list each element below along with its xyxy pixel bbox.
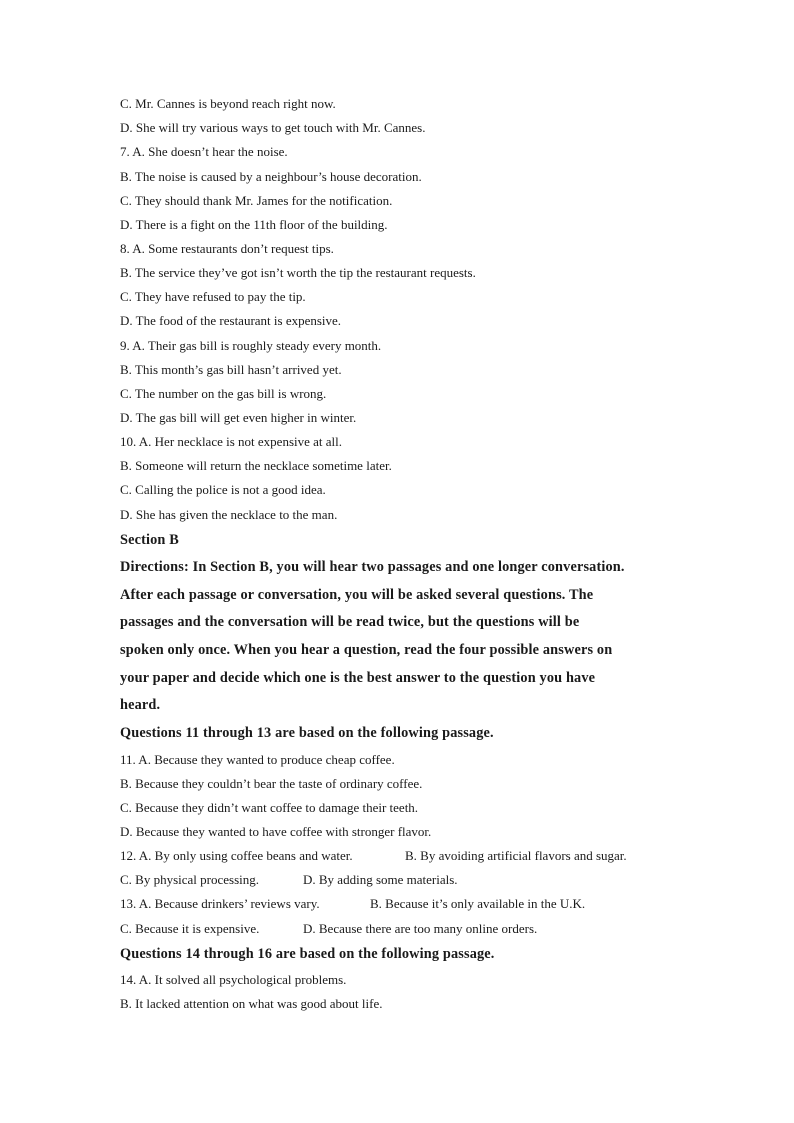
option-7a: 7. A. She doesn’t hear the noise. — [120, 144, 288, 159]
option-12a: 12. A. By only using coffee beans and water. — [120, 848, 353, 863]
option-12d: D. By adding some materials. — [303, 872, 458, 887]
option-13a: 13. A. Because drinkers’ reviews vary. — [120, 896, 320, 911]
directions-line-5: your paper and decide which one is the best answer to the question you have — [120, 670, 596, 686]
questions-11-13-heading: Questions 11 through 13 are based on the following passage. — [120, 725, 494, 741]
option-11a: 11. A. Because they wanted to produce cheap coffee. — [120, 752, 395, 767]
option-13d: D. Because there are too many online orders. — [303, 921, 538, 936]
option-8c: C. They have refused to pay the tip. — [120, 289, 306, 304]
directions-line-1: Directions: In Section B, you will hear two passages and one longer conversation. — [120, 559, 625, 575]
option-10b: B. Someone will return the necklace sometime later. — [120, 458, 392, 473]
option-8a: 8. A. Some restaurants don’t request tips. — [120, 241, 334, 256]
option-10c: C. Calling the police is not a good idea. — [120, 482, 326, 497]
option-11b: B. Because they couldn’t bear the taste of ordinary coffee. — [120, 776, 423, 791]
option-12b: B. By avoiding artificial flavors and sugar. — [405, 848, 627, 863]
directions-line-2: After each passage or conversation, you will be asked several questions. The — [120, 587, 594, 603]
option-14b: B. It lacked attention on what was good about life. — [120, 996, 383, 1011]
option-9a: 9. A. Their gas bill is roughly steady every month. — [120, 338, 382, 353]
option-12c: C. By physical processing. — [120, 872, 260, 887]
option-7b: B. The noise is caused by a neighbour’s house decoration. — [120, 169, 422, 184]
directions-line-6: heard. — [120, 697, 161, 713]
option-9c: C. The number on the gas bill is wrong. — [120, 386, 327, 401]
directions-line-3: passages and the conversation will be read twice, but the questions will be — [120, 614, 580, 630]
option-9d: D. The gas bill will get even higher in winter. — [120, 410, 357, 425]
option-13c: C. Because it is expensive. — [120, 921, 260, 936]
option-8b: B. The service they’ve got isn’t worth the tip the restaurant requests. — [120, 265, 476, 280]
directions-line-4: spoken only once. When you hear a question, read the four possible answers on — [120, 642, 613, 658]
option-6c: C. Mr. Cannes is beyond reach right now. — [120, 96, 336, 111]
option-6d: D. She will try various ways to get touch with Mr. Cannes. — [120, 120, 426, 135]
option-10a: 10. A. Her necklace is not expensive at all. — [120, 434, 343, 449]
option-14a: 14. A. It solved all psychological problems. — [120, 972, 347, 987]
option-13b: B. Because it’s only available in the U.K. — [370, 896, 586, 911]
option-11d: D. Because they wanted to have coffee with stronger flavor. — [120, 824, 432, 839]
option-8d: D. The food of the restaurant is expensive. — [120, 313, 342, 328]
option-10d: D. She has given the necklace to the man. — [120, 507, 338, 522]
option-9b: B. This month’s gas bill hasn’t arrived yet. — [120, 362, 342, 377]
section-b-heading: Section B — [120, 532, 179, 548]
option-7d: D. There is a fight on the 11th floor of the building. — [120, 217, 388, 232]
option-11c: C. Because they didn’t want coffee to damage their teeth. — [120, 800, 419, 815]
option-7c: C. They should thank Mr. James for the notification. — [120, 193, 393, 208]
questions-14-16-heading: Questions 14 through 16 are based on the following passage. — [120, 946, 495, 962]
